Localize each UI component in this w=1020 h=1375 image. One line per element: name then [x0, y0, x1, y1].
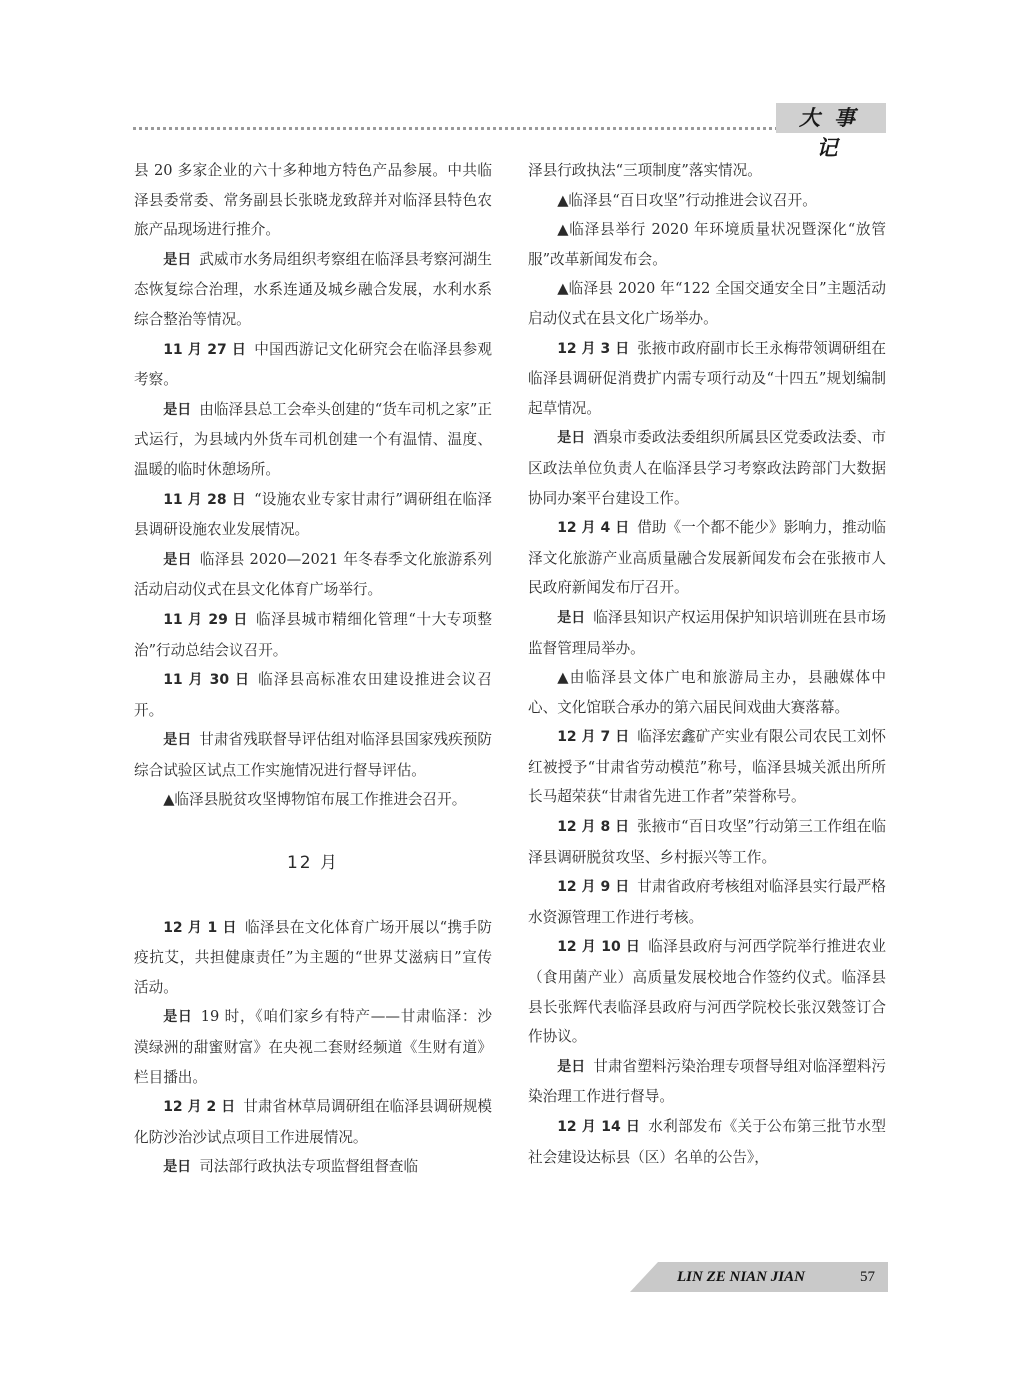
entry-text: ▲由临泽县文体广电和旅游局主办，县融媒体中心、文化馆联合承办的第六届民间戏曲大赛落幕。: [528, 669, 886, 716]
entry-paragraph: [528, 722, 886, 812]
entry-text: 19 时，《咱们家乡有特产——甘肃临泽：沙漠绿洲的甜蜜财富》在央视二套财经频道《生财有道》栏目播出。: [134, 1008, 492, 1086]
entry-text: 张掖市政府副市长王永梅带领调研组在临泽县调研促消费扩内需专项行动及“十四五”规划编制起草情况。: [528, 339, 886, 417]
entry-date: 12 月 14 日: [557, 1119, 641, 1135]
entry-text: 司法部行政执法专项监督组督查临: [199, 1158, 419, 1176]
entry-text: 甘肃省残联督导评估组对临泽县国家残疾预防综合试验区试点工作实施情况进行督导评估。: [134, 731, 492, 779]
entry-paragraph: [134, 156, 492, 245]
entry-date: 12 月 8 日: [557, 819, 630, 836]
entry-text: 临泽县政府与河西学院举行推进农业（食用菌产业）高质量发展校地合作签约仪式。临泽县县长张辉代表临泽县政府与河西学院校长张汉戣签订合作协议。: [528, 938, 886, 1046]
entry-date: 是日: [557, 609, 586, 626]
entry-date: 12 月 2 日: [163, 1099, 236, 1116]
entry-paragraph: [528, 812, 886, 872]
entry-paragraph: [134, 1092, 492, 1152]
entry-text: 临泽县城市精细化管理“十大专项整治”行动总结会议召开。: [134, 610, 493, 659]
entry-date: 12 月 3 日: [557, 340, 630, 357]
entry-text: 中国西游记文化研究会在临泽县参观考察。: [134, 340, 492, 389]
entry-paragraph: [134, 485, 492, 545]
entry-date: 是日: [163, 251, 192, 268]
entry-date: 12 月 4 日: [557, 520, 630, 537]
entry-paragraph: [528, 663, 886, 722]
section-tag: 大事记: [776, 103, 886, 133]
entry-date: 是日: [163, 1159, 192, 1176]
left-column: [134, 156, 492, 1183]
page-number: 57: [860, 1269, 875, 1285]
footer-journal-title: LIN ZE NIAN JIAN: [677, 1269, 805, 1285]
right-column: [528, 156, 886, 1172]
entry-text: 由临泽县总工会牵头创建的“货车司机之家”正式运行，为县域内外货车司机创建一个有温情、温度、温暖的临时休憩场所。: [134, 400, 492, 478]
entry-date: 12 月 10 日: [557, 939, 641, 956]
entry-text: 县 20 多家企业的六十多种地方特色产品参展。中共临泽县委常委、常务副县长张晓龙致辞并对临泽县特色农旅产品现场进行推介。: [134, 162, 492, 239]
entry-text: ▲临泽县脱贫攻坚博物馆布展工作推进会召开。: [163, 791, 467, 809]
entry-paragraph: [528, 603, 886, 663]
left-entries-before: [134, 156, 492, 815]
entry-paragraph: [134, 245, 492, 335]
entry-paragraph: [134, 605, 492, 665]
entry-paragraph: [134, 785, 492, 815]
entry-text: “设施农业专家甘肃行”调研组在临泽县调研设施农业发展情况。: [134, 490, 492, 539]
entry-text: 酒泉市委政法委组织所属县区党委政法委、市区政法单位负责人在临泽县学习考察政法跨部门大数据协同办案平台建设工作。: [528, 429, 886, 507]
entry-date: 是日: [163, 732, 192, 749]
entry-text: 临泽宏鑫矿产实业有限公司农民工刘怀红被授予“甘肃省劳动模范”称号，临泽县城关派出所所长马超荣获“甘肃省先进工作者”荣誉称号。: [528, 728, 886, 806]
entry-date: 11 月 28 日: [163, 491, 247, 508]
entry-text: 武威市水务局组织考察组在临泽县考察河湖生态恢复综合治理，水系连通及城乡融合发展，水利水系综合整治等情况。: [134, 250, 492, 328]
entry-paragraph: [528, 186, 886, 216]
entry-paragraph: [528, 215, 886, 274]
entry-text: 临泽县高标准农田建设推进会议召开。: [134, 671, 492, 719]
entry-paragraph: [134, 395, 492, 485]
entry-paragraph: [528, 872, 886, 932]
entry-text: 张掖市“百日攻坚”行动第三工作组在临泽县调研脱贫攻坚、乡村振兴等工作。: [528, 818, 886, 866]
entry-text: ▲临泽县 2020 年“122 全国交通安全日”主题活动启动仪式在县文化广场举办。: [528, 280, 886, 327]
left-entries-after: [134, 913, 492, 1183]
entry-paragraph: [528, 1112, 886, 1172]
entry-date: 12 月 9 日: [557, 879, 630, 896]
entry-text: 临泽县 2020—2021 年冬春季文化旅游系列活动启动仪式在县文化体育广场举行。: [134, 550, 493, 599]
month-title: 12 月: [286, 853, 340, 874]
entry-date: 11 月 30 日: [163, 672, 251, 689]
entry-text: 泽县行政执法“三项制度”落实情况。: [528, 162, 762, 179]
entry-paragraph: [528, 1052, 886, 1112]
entry-date: 11 月 29 日: [163, 611, 248, 628]
header-dotted-rule: [133, 127, 778, 130]
entry-paragraph: [528, 423, 886, 513]
entry-date: 12 月 7 日: [557, 729, 630, 746]
entry-paragraph: [528, 156, 886, 186]
right-entries: [528, 156, 886, 1172]
entry-paragraph: [528, 274, 886, 333]
entry-text: 临泽县知识产权运用保护知识培训班在县市场监督管理局举办。: [528, 608, 886, 657]
entry-text: ▲临泽县举行 2020 年环境质量状况暨深化“放管服”改革新闻发布会。: [528, 221, 886, 268]
entry-paragraph: [528, 932, 886, 1051]
entry-text: 水利部发布《关于公布第三批节水型社会建设达标县（区）名单的公告》，: [528, 1118, 886, 1166]
entry-date: 是日: [163, 1009, 193, 1026]
entry-text: 甘肃省政府考核组对临泽县实行最严格水资源管理工作进行考核。: [528, 878, 886, 926]
entry-date: 是日: [163, 551, 192, 568]
entry-paragraph: [134, 913, 492, 1003]
entry-text: 临泽县在文化体育广场开展以“携手防疫抗艾，共担健康责任”为主题的“世界艾滋病日”宣传活动。: [134, 918, 492, 996]
entry-text: ▲临泽县“百日攻坚”行动推进会议召开。: [557, 191, 817, 209]
entry-text: 甘肃省塑料污染治理专项督导组对临泽塑料污染治理工作进行督导。: [528, 1057, 886, 1106]
entry-text: 甘肃省林草局调研组在临泽县调研规模化防沙治沙试点项目工作进展情况。: [134, 1098, 492, 1146]
entry-paragraph: [134, 725, 492, 785]
entry-date: 是日: [163, 401, 192, 418]
entry-paragraph: [134, 335, 492, 395]
entry-date: 12 月 1 日: [163, 919, 237, 936]
entry-date: 是日: [557, 1058, 586, 1075]
entry-paragraph: [528, 334, 886, 424]
entry-paragraph: [528, 513, 886, 603]
entry-date: 11 月 27 日: [163, 341, 247, 358]
entry-paragraph: [134, 545, 492, 605]
entry-text: 借助《一个都不能少》影响力，推动临泽文化旅游产业高质量融合发展新闻发布会在张掖市人民政府新闻发布厅召开。: [528, 519, 886, 597]
entry-paragraph: [134, 1152, 492, 1183]
entry-date: 是日: [557, 430, 586, 447]
entry-paragraph: [134, 665, 492, 725]
entry-paragraph: [134, 1002, 492, 1092]
